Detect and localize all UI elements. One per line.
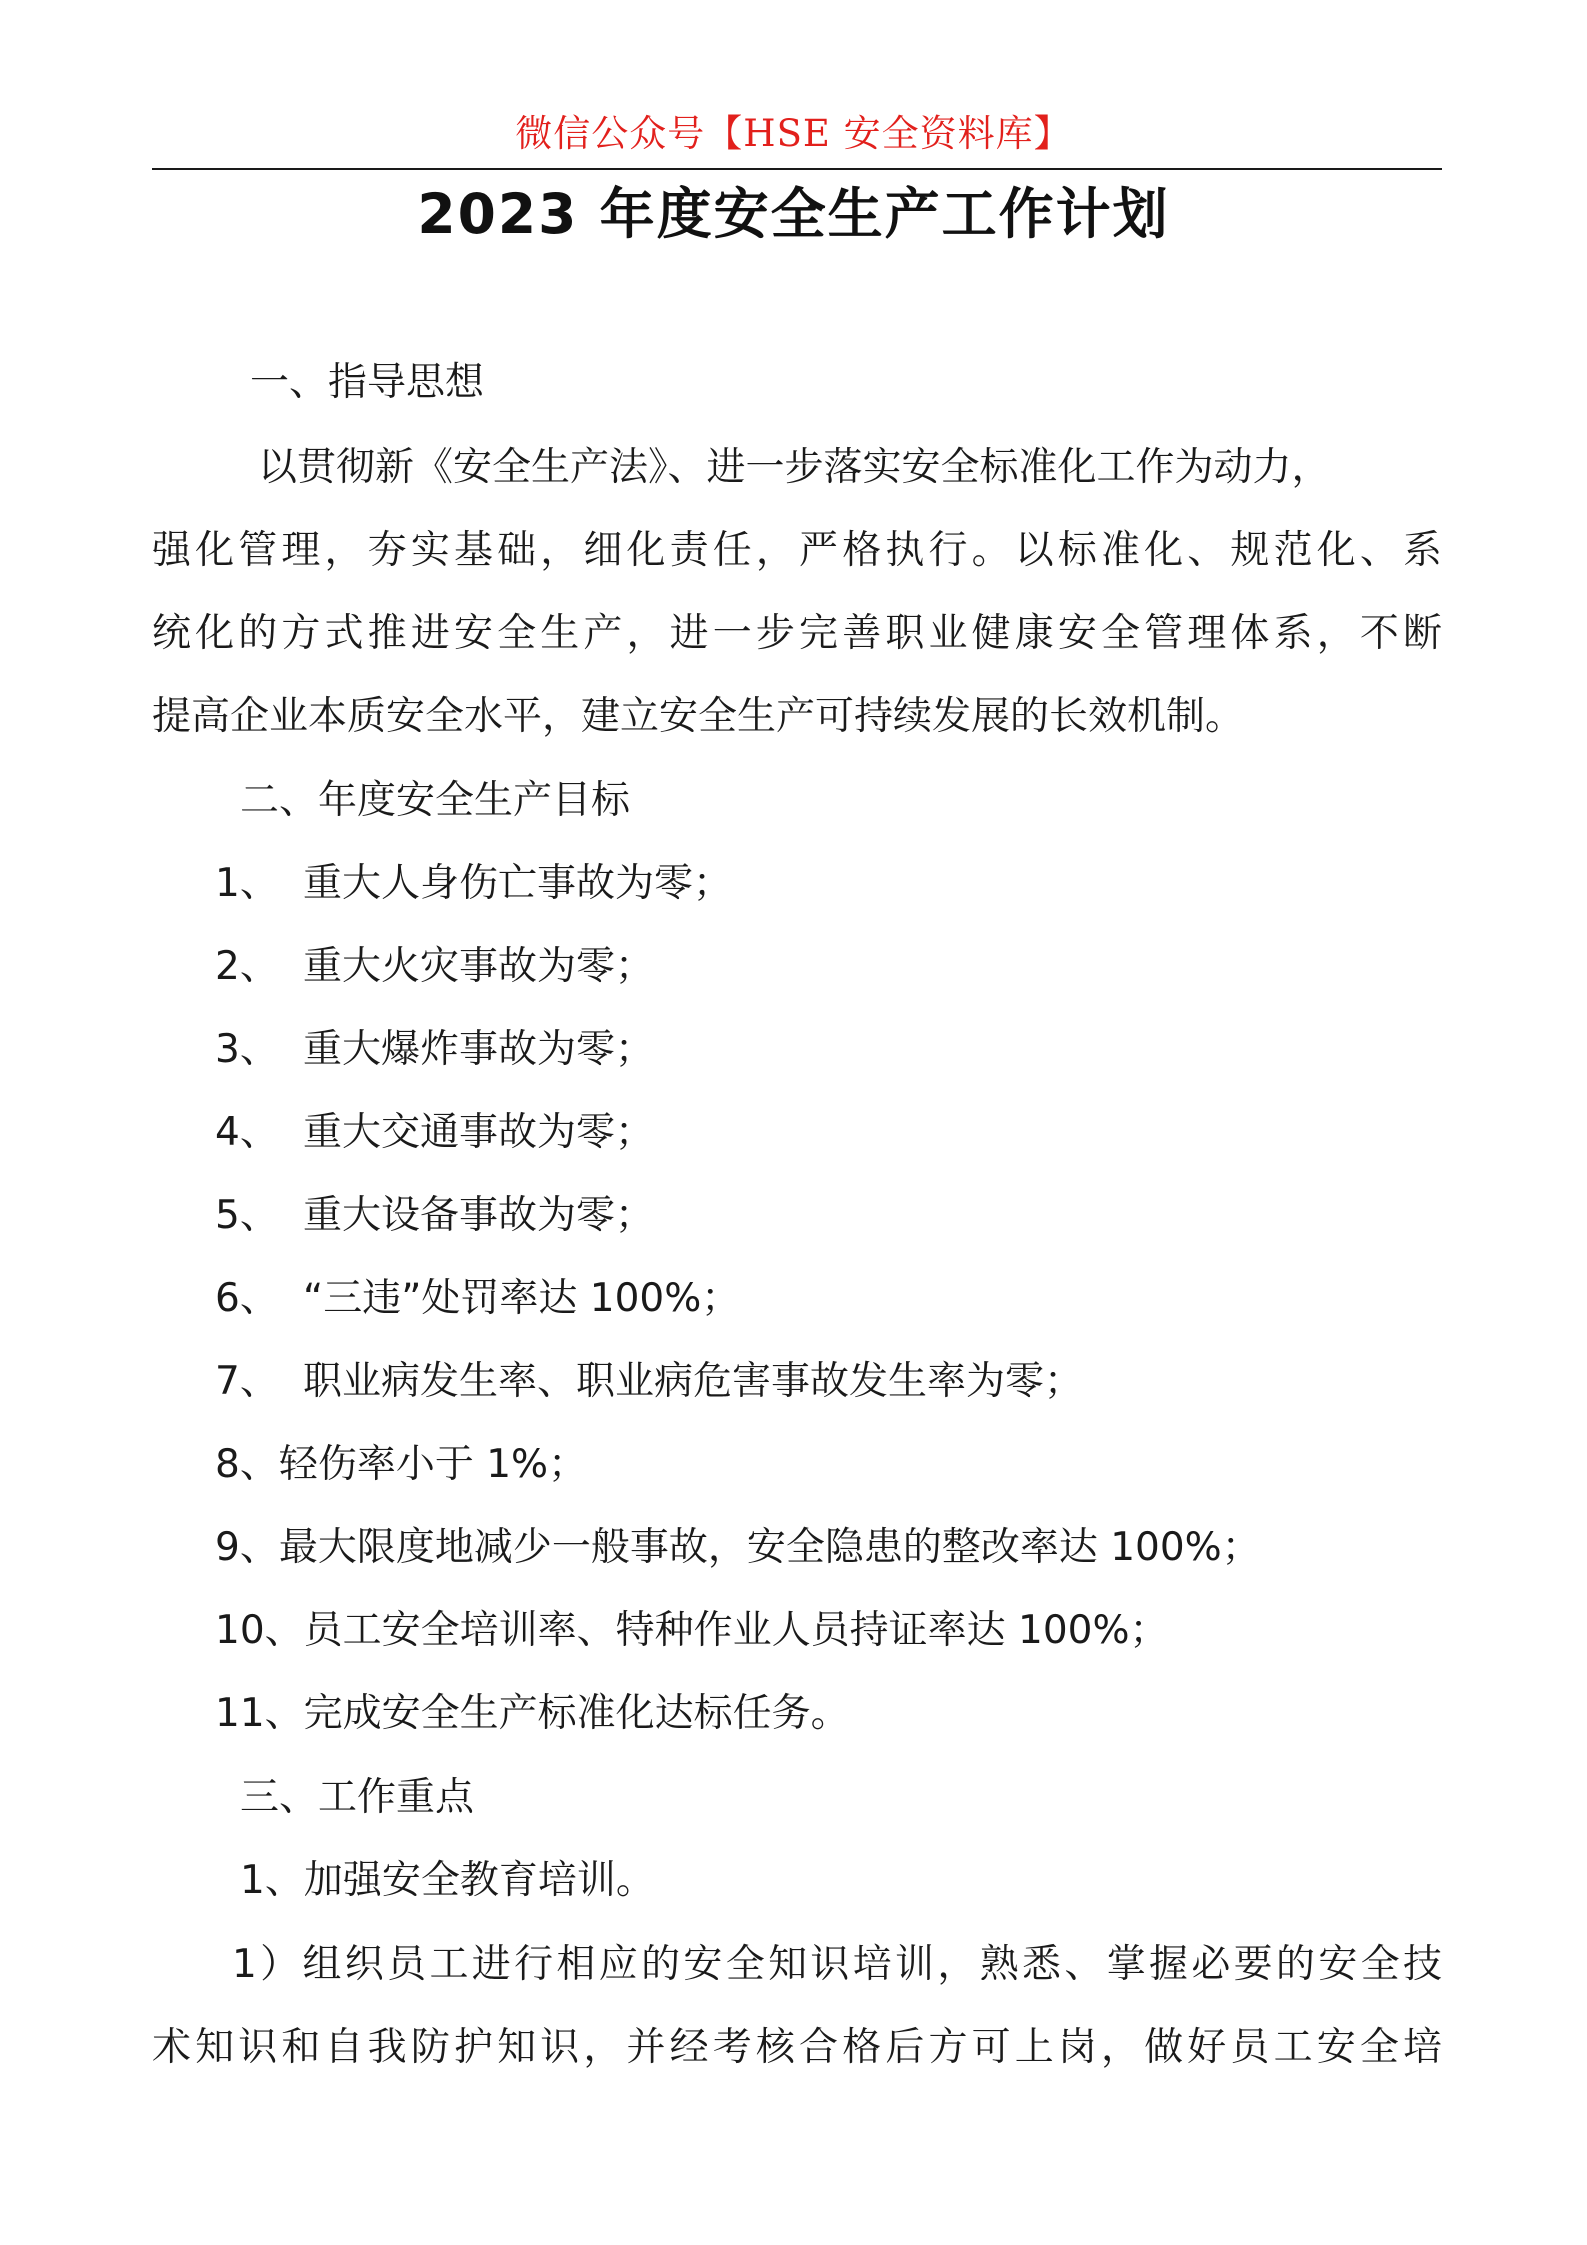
list-item	[215, 1686, 850, 1742]
list-text: 重大交通事故为零；	[303, 1110, 655, 1155]
list-text: “三违”处罚率达 100%；	[303, 1276, 741, 1321]
document-title: 2023 年度安全生产工作计划	[417, 182, 1170, 246]
paragraph-line: 1）组织员工进行相应的安全知识培训，熟悉、掌握必要的安全技	[232, 1942, 1442, 1987]
list-item	[215, 1105, 654, 1161]
list-item	[215, 1603, 1169, 1659]
list-text: 重大设备事故为零；	[303, 1193, 655, 1238]
list-number: 5、	[215, 1193, 279, 1238]
wechat-banner: 微信公众号【HSE 安全资料库】	[515, 112, 1072, 155]
list-text: 重大爆炸事故为零；	[303, 1027, 655, 1072]
paragraph-line: 提高企业本质安全水平，建立安全生产可持续发展的长效机制。	[152, 694, 1245, 739]
list-item	[215, 1520, 1261, 1576]
list-item	[215, 1188, 654, 1244]
list-number: 2、	[215, 944, 279, 989]
list-text: 9、最大限度地减少一般事故，安全隐患的整改率达 100%；	[215, 1525, 1261, 1570]
paragraph-line: 统化的方式推进安全生产，进一步完善职业健康安全管理体系，不断	[152, 611, 1442, 656]
list-number: 4、	[215, 1110, 279, 1155]
list-item	[215, 1022, 654, 1078]
list-item	[215, 1437, 587, 1493]
list-text: 10、员工安全培训率、特种作业人员持证率达 100%；	[215, 1608, 1169, 1653]
paragraph-line: 强化管理，夯实基础，细化责任，严格执行。以标准化、规范化、系	[152, 528, 1442, 573]
sub-item-heading: 1、加强安全教育培训。	[240, 1858, 655, 1903]
list-number: 1、	[215, 861, 279, 906]
list-number: 7、	[215, 1359, 279, 1404]
list-item	[215, 939, 654, 995]
list-item	[215, 856, 732, 912]
list-text: 重大人身伤亡事故为零；	[303, 861, 733, 906]
paragraph-line: 术知识和自我防护知识，并经考核合格后方可上岗，做好员工安全培	[152, 2025, 1442, 2070]
paragraph-line: 以贯彻新《安全生产法》、进一步落实安全标准化工作为动力，	[258, 445, 1331, 490]
section-heading-work-focus: 三、工作重点	[240, 1775, 475, 1820]
list-text: 8、轻伤率小于 1%；	[215, 1442, 588, 1487]
list-number: 3、	[215, 1027, 279, 1072]
list-text: 职业病发生率、职业病危害事故发生率为零；	[303, 1359, 1084, 1404]
list-number: 6、	[215, 1276, 279, 1321]
header-divider	[152, 168, 1442, 170]
list-item	[215, 1271, 740, 1327]
list-item	[215, 1354, 1083, 1410]
list-text: 重大火灾事故为零；	[303, 944, 655, 989]
section-heading-guiding-ideology: 一、指导思想	[250, 360, 485, 405]
list-text: 11、完成安全生产标准化达标任务。	[215, 1691, 850, 1736]
section-heading-annual-goals: 二、年度安全生产目标	[240, 778, 631, 823]
